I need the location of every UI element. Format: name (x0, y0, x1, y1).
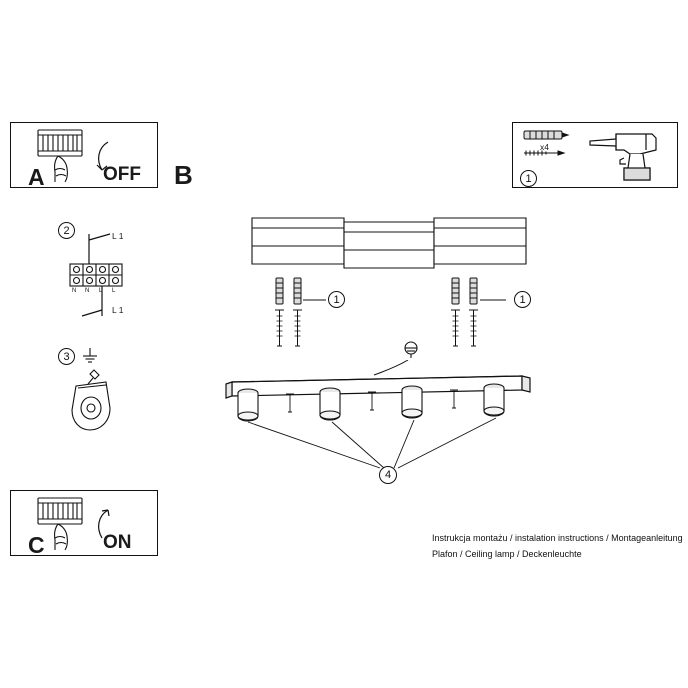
callout-4: 4 (379, 466, 397, 484)
svg-text:N: N (85, 288, 90, 294)
footer-line-1: Instrukcja montażu / instalation instructions / Montageanleitung (432, 533, 683, 543)
svg-text:N: N (72, 288, 77, 294)
fixture-ground-symbol (396, 340, 426, 362)
step-3-number: 3 (58, 348, 75, 365)
section-b-letter: B (174, 160, 193, 190)
panel-a-state-label: OFF (103, 164, 141, 185)
panel-a-letter: A (28, 164, 45, 190)
callout-1-right: 1 (514, 291, 531, 308)
svg-text:L: L (99, 288, 103, 294)
drill-step-number: 1 (520, 170, 537, 187)
callout-1-left: 1 (328, 291, 345, 308)
step-2-number: 2 (58, 222, 75, 239)
callout-leaders (248, 274, 548, 314)
panel-c-state-label: ON (103, 532, 132, 553)
terminal-label-top: L 1 (112, 231, 124, 241)
terminal-label-bottom: L 1 (112, 305, 124, 315)
ceiling-mount-plate (248, 212, 530, 274)
wiring-block-illustration (52, 228, 162, 338)
ground-symbol (76, 346, 104, 366)
drill-quantity-label: x4 (540, 142, 549, 152)
svg-text:L: L (112, 288, 116, 294)
ground-connection-illustration (62, 368, 132, 440)
panel-c-letter: C (28, 532, 45, 558)
footer-line-2: Plafon / Ceiling lamp / Deckenleuchte (432, 549, 582, 559)
